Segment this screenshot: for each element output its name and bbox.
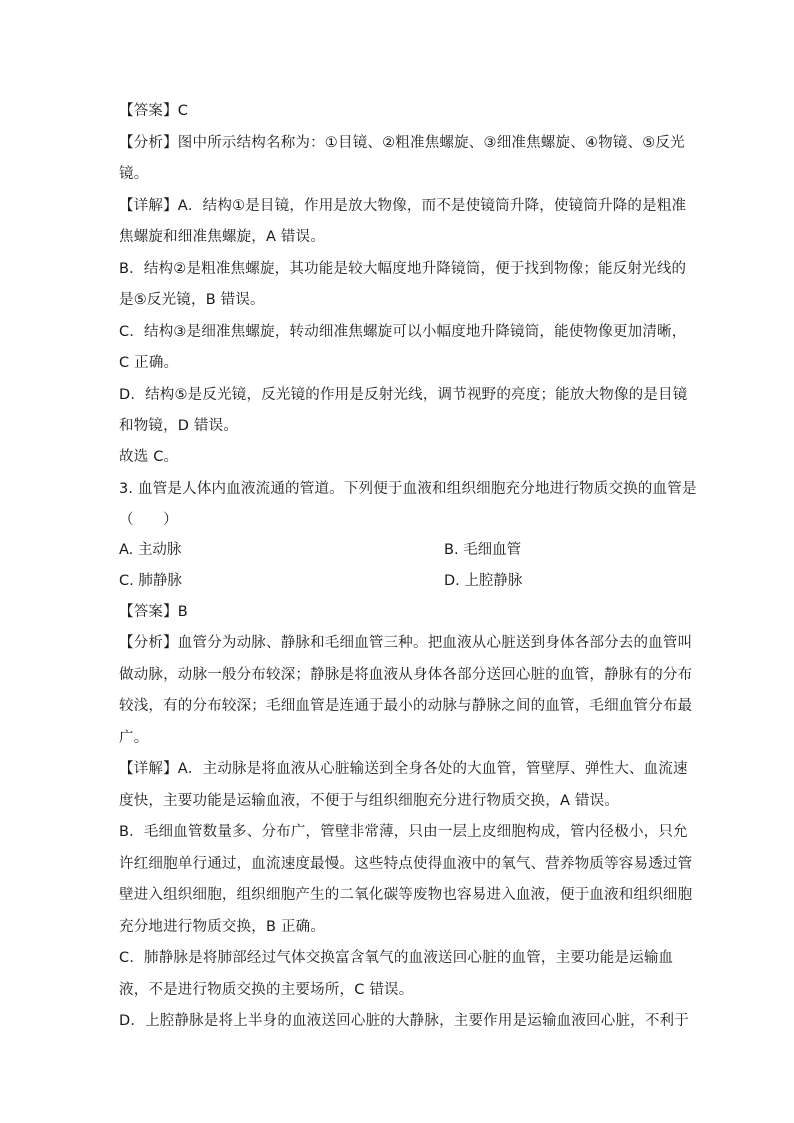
question-3-stem-line-2: （ ）	[119, 512, 178, 528]
option-c: C. 肺静脉	[119, 573, 182, 589]
analysis-1-line-2: 镜。	[119, 166, 149, 182]
detail-2-c-line-2: 液，不是进行物质交换的主要场所，C 错误。	[119, 982, 414, 998]
detail-2-b-line-4: 充分地进行物质交换，B 正确。	[119, 919, 326, 935]
detail-1-c-line-2: C 正确。	[119, 355, 179, 371]
detail-2-a-line-2: 度快，主要功能是运输血液，不便于与组织细胞充分进行物质交换，A 错误。	[119, 793, 620, 809]
answer-2: 【答案】B	[119, 604, 188, 620]
detail-2-a-line-1: 【详解】A．主动脉是将血液从心脏输送到全身各处的大血管，管壁厚、弹性大、血流速	[119, 761, 688, 777]
detail-1-d-line-1: D．结构⑤是反光镜，反光镜的作用是反射光线，调节视野的亮度；能放大物像的是目镜	[119, 387, 688, 403]
detail-1-a-line-2: 焦螺旋和细准焦螺旋，A 错误。	[119, 229, 326, 245]
detail-2-b-line-2: 许红细胞单行通过，血流速度最慢。这些特点使得血液中的氧气、营养物质等容易透过管	[119, 856, 693, 872]
detail-2-b-line-3: 壁进入组织细胞，组织细胞产生的二氧化碳等废物也容易进入血液，便于血液和组织细胞	[119, 887, 693, 903]
answer-1: 【答案】C	[119, 103, 189, 119]
option-d: D. 上腔静脉	[444, 573, 523, 589]
detail-1-b-line-2: 是⑤反光镜，B 错误。	[119, 292, 265, 308]
detail-2-c-line-1: C．肺静脉是将肺部经过气体交换富含氧气的血液送回心脏的血管，主要功能是运输血	[119, 950, 674, 966]
detail-2-b-line-1: B．毛细血管数量多、分布广，管壁非常薄，只由一层上皮细胞构成，管内径极小，只允	[119, 824, 688, 840]
option-a: A. 主动脉	[119, 542, 182, 558]
analysis-1-line-1: 【分析】图中所示结构名称为：①目镜、②粗准焦螺旋、③细准焦螺旋、④物镜、⑤反光	[119, 135, 685, 151]
analysis-2-line-3: 较浅，有的分布较深；毛细血管是连通于最小的动脉与静脉之间的血管，毛细血管分布最	[119, 698, 693, 714]
detail-2-d-line-1: D．上腔静脉是将上半身的血液送回心脏的大静脉，主要作用是运输血液回心脏，不利于	[119, 1013, 689, 1029]
analysis-2-line-2: 做动脉，动脉一般分布较深；静脉是将血液从身体各部分送回心脏的血管，静脉有的分布	[119, 667, 693, 683]
question-3-stem-line-1: 3. 血管是人体内血液流通的管道。下列便于血液和组织细胞充分地进行物质交换的血管是	[119, 481, 697, 497]
detail-1-c-line-1: C．结构③是细准焦螺旋，转动细准焦螺旋可以小幅度地升降镜筒，能使物像更加清晰，	[119, 324, 687, 340]
analysis-2-line-1: 【分析】血管分为动脉、静脉和毛细血管三种。把血液从心脏送到身体各部分去的血管叫	[119, 635, 693, 651]
analysis-2-line-4: 广。	[119, 730, 149, 746]
conclusion-1: 故选 C。	[119, 449, 179, 465]
detail-1-b-line-1: B．结构②是粗准焦螺旋，其功能是较大幅度地升降镜筒，便于找到物像；能反射光线的	[119, 261, 687, 277]
detail-1-d-line-2: 和物镜，D 错误。	[119, 418, 239, 434]
detail-1-a-line-1: 【详解】A．结构①是目镜，作用是放大物像，而不是使镜筒升降，使镜筒升降的是粗准	[119, 198, 687, 214]
option-b: B. 毛细血管	[444, 542, 522, 558]
